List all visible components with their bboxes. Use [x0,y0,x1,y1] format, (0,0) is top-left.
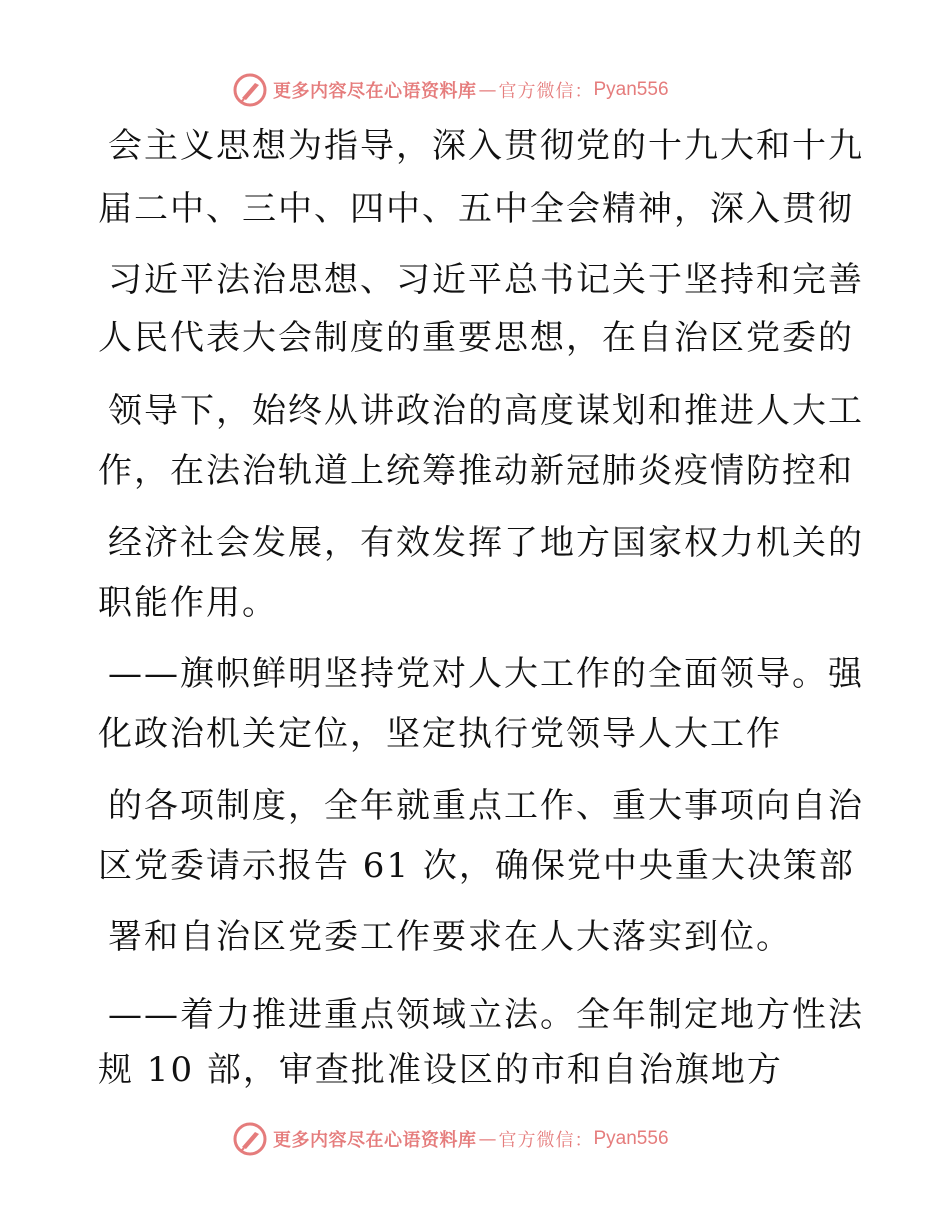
body-line: 人民代表大会制度的重要思想，在自治区党委的 [98,318,854,358]
body-line: 届二中、三中、四中、五中全会精神，深入贯彻 [98,189,854,229]
body-line: 作，在法治轨道上统筹推动新冠肺炎疫情防控和 [98,451,854,491]
body-line: 会主义思想为指导，深入贯彻党的十九大和十九 [108,126,864,166]
body-line: 经济社会发展，有效发挥了地方国家权力机关的 [108,523,864,563]
watermark-wechat-id: Pyan556 [593,1128,669,1149]
watermark-main-text: 更多内容尽在心语资料库 [273,1130,477,1151]
body-line: 习近平法治思想、习近平总书记关于坚持和完善 [108,260,864,300]
quill-logo-icon [233,73,267,107]
watermark-label: 官方微信： [498,81,594,102]
watermark-wechat-id: Pyan556 [593,79,669,100]
watermark-separator: — [478,1128,497,1150]
watermark-main-text: 更多内容尽在心语资料库 [273,81,477,102]
body-line: 规 10 部，审查批准设区的市和自治旗地方 [98,1050,783,1090]
body-line: 化政治机关定位，坚定执行党领导人大工作 [98,714,782,754]
watermark-separator: — [478,79,497,101]
body-line: ——旗帜鲜明坚持党对人大工作的全面领导。强 [108,654,864,694]
watermark-footer [233,1122,669,1156]
body-line: ——着力推进重点领域立法。全年制定地方性法 [108,995,864,1035]
quill-logo-icon [233,1122,267,1156]
body-line: 的各项制度，全年就重点工作、重大事项向自治 [108,786,864,826]
watermark-header [233,73,669,107]
body-line: 领导下，始终从讲政治的高度谋划和推进人大工 [108,391,864,431]
body-line: 区党委请示报告 61 次，确保党中央重大决策部 [98,846,855,886]
body-line: 职能作用。 [98,583,278,623]
body-line: 署和自治区党委工作要求在人大落实到位。 [108,917,792,957]
watermark-label: 官方微信： [498,1130,594,1151]
